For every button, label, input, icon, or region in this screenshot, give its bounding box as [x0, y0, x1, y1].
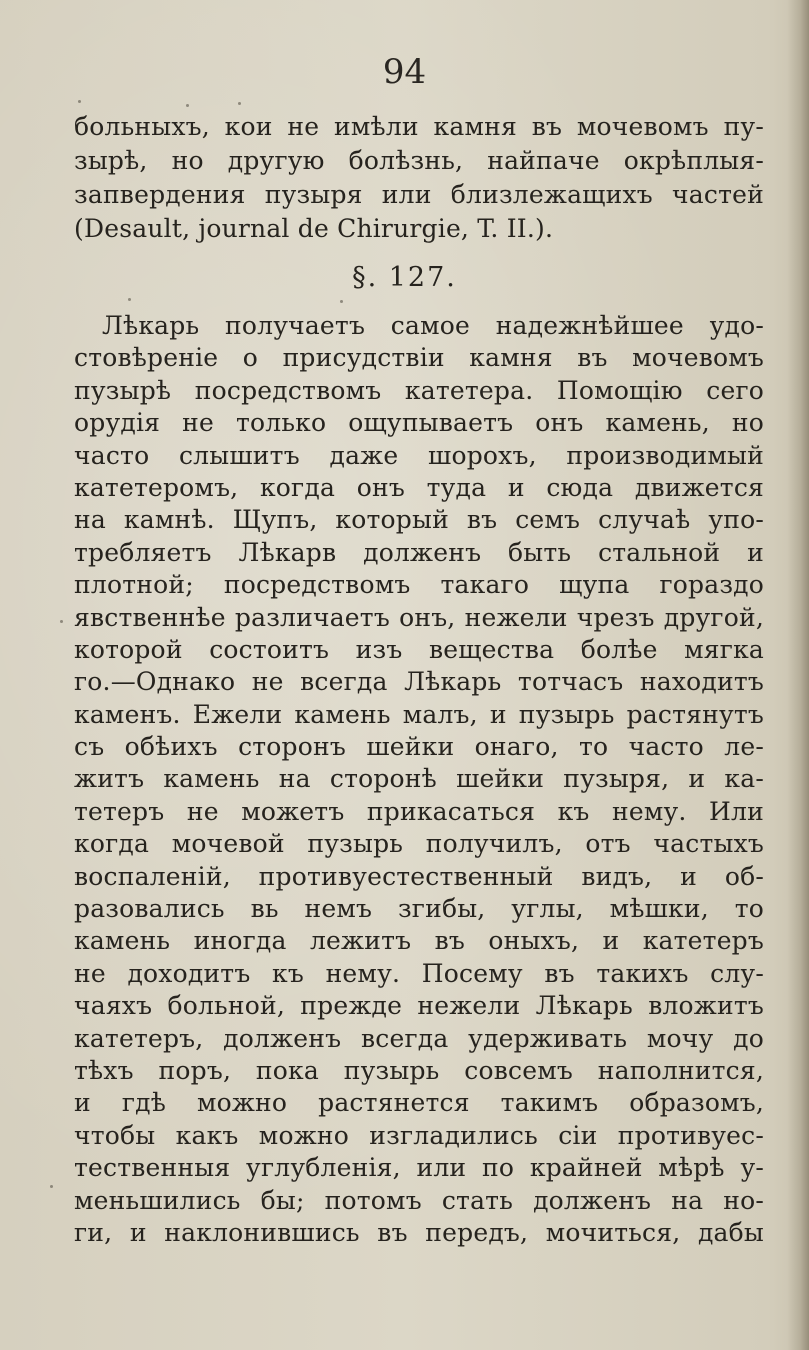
- text-line: тественныя углубленія, или по крайней мѣрѣ у-: [74, 1153, 764, 1183]
- text-line: пузырѣ посредствомъ катетера. Помощію сего: [74, 375, 764, 405]
- text-line: Лѣкарь получаетъ самое надежнѣйшее удо-: [102, 311, 764, 340]
- text-line: катетеромъ, когда онъ туда и сюда движется: [74, 472, 764, 502]
- text-line: и гдѣ можно растянется такимъ образомъ,: [74, 1088, 764, 1118]
- text-line: го.—Однако не всегда Лѣкарь тотчасъ находитъ: [74, 667, 764, 697]
- text-line: которой состоитъ изъ вещества болѣе мягка: [74, 634, 764, 664]
- citation-line: (Desault, journal de Chirurgie, T. II.).: [74, 214, 554, 243]
- text-line: больныхъ, кои не имѣли камня въ мочевомъ пу-: [74, 112, 764, 141]
- text-line: не доходитъ къ нему. Посему въ такихъ слу-: [74, 958, 764, 988]
- main-paragraph: [74, 310, 764, 1249]
- text-line: плотной; посредствомъ такаго щупа гораздо: [74, 570, 764, 600]
- print-speck: [50, 1185, 53, 1188]
- page-edge-shadow: [787, 0, 809, 1350]
- text-line: тѣхъ поръ, пока пузырь совсемъ наполнится,: [74, 1055, 764, 1085]
- print-speck: [186, 104, 189, 107]
- print-speck: [78, 100, 81, 103]
- text-line: стовѣреніе о присудствіи камня въ мочевомъ: [74, 343, 764, 373]
- text-line: требляетъ Лѣкарв долженъ быть стальной и: [74, 537, 764, 567]
- page-number: 94: [382, 52, 427, 92]
- text-line: ги, и наклонившись въ передъ, мочиться, дабы: [74, 1217, 764, 1247]
- text-line: орудія не только ощупываетъ онъ камень, но: [74, 408, 764, 438]
- text-line: меньшились бы; потомъ стать долженъ на но-: [74, 1185, 764, 1215]
- text-line: чтобы какъ можно изгладились сіи противуес-: [74, 1120, 764, 1150]
- print-speck: [340, 300, 343, 303]
- text-line: катетеръ, долженъ всегда удерживать мочу до: [74, 1023, 764, 1053]
- text-line: съ обѣихъ сторонъ шейки онаго, то часто ле-: [74, 732, 764, 762]
- text-line: зырѣ, но другую болѣзнь, найпаче окрѣплыя-: [74, 146, 764, 175]
- text-line: явственнѣе различаетъ онъ, нежели чрезъ другой,: [74, 602, 764, 632]
- text-line: когда мочевой пузырь получилъ, отъ частыхъ: [74, 829, 764, 859]
- text-line: запвердения пузыря или близлежащихъ частей: [74, 180, 764, 209]
- text-line: часто слышитъ даже шорохъ, производимый: [74, 440, 764, 470]
- text-line: тетеръ не можетъ прикасаться къ нему. Или: [74, 796, 764, 826]
- print-speck: [238, 102, 241, 105]
- text-line: житъ камень на сторонѣ шейки пузыря, и ка-: [74, 764, 764, 794]
- text-line: камень иногда лежитъ въ оныхъ, и катетеръ: [74, 926, 764, 956]
- text-line: на камнѣ. Щупъ, который въ семъ случаѣ упо-: [74, 505, 764, 535]
- continued-paragraph: [74, 110, 764, 246]
- print-speck: [60, 620, 63, 623]
- section-heading: §. 127.: [352, 262, 457, 293]
- text-line: воспаленій, противуестественный видъ, и об-: [74, 861, 764, 891]
- print-speck: [128, 298, 131, 301]
- text-line: чаяхъ больной, прежде нежели Лѣкарь вложитъ: [74, 991, 764, 1021]
- text-line: разовались вь немъ згибы, углы, мѣшки, то: [74, 894, 764, 924]
- text-line: каменъ. Ежели камень малъ, и пузырь растянутъ: [74, 699, 764, 729]
